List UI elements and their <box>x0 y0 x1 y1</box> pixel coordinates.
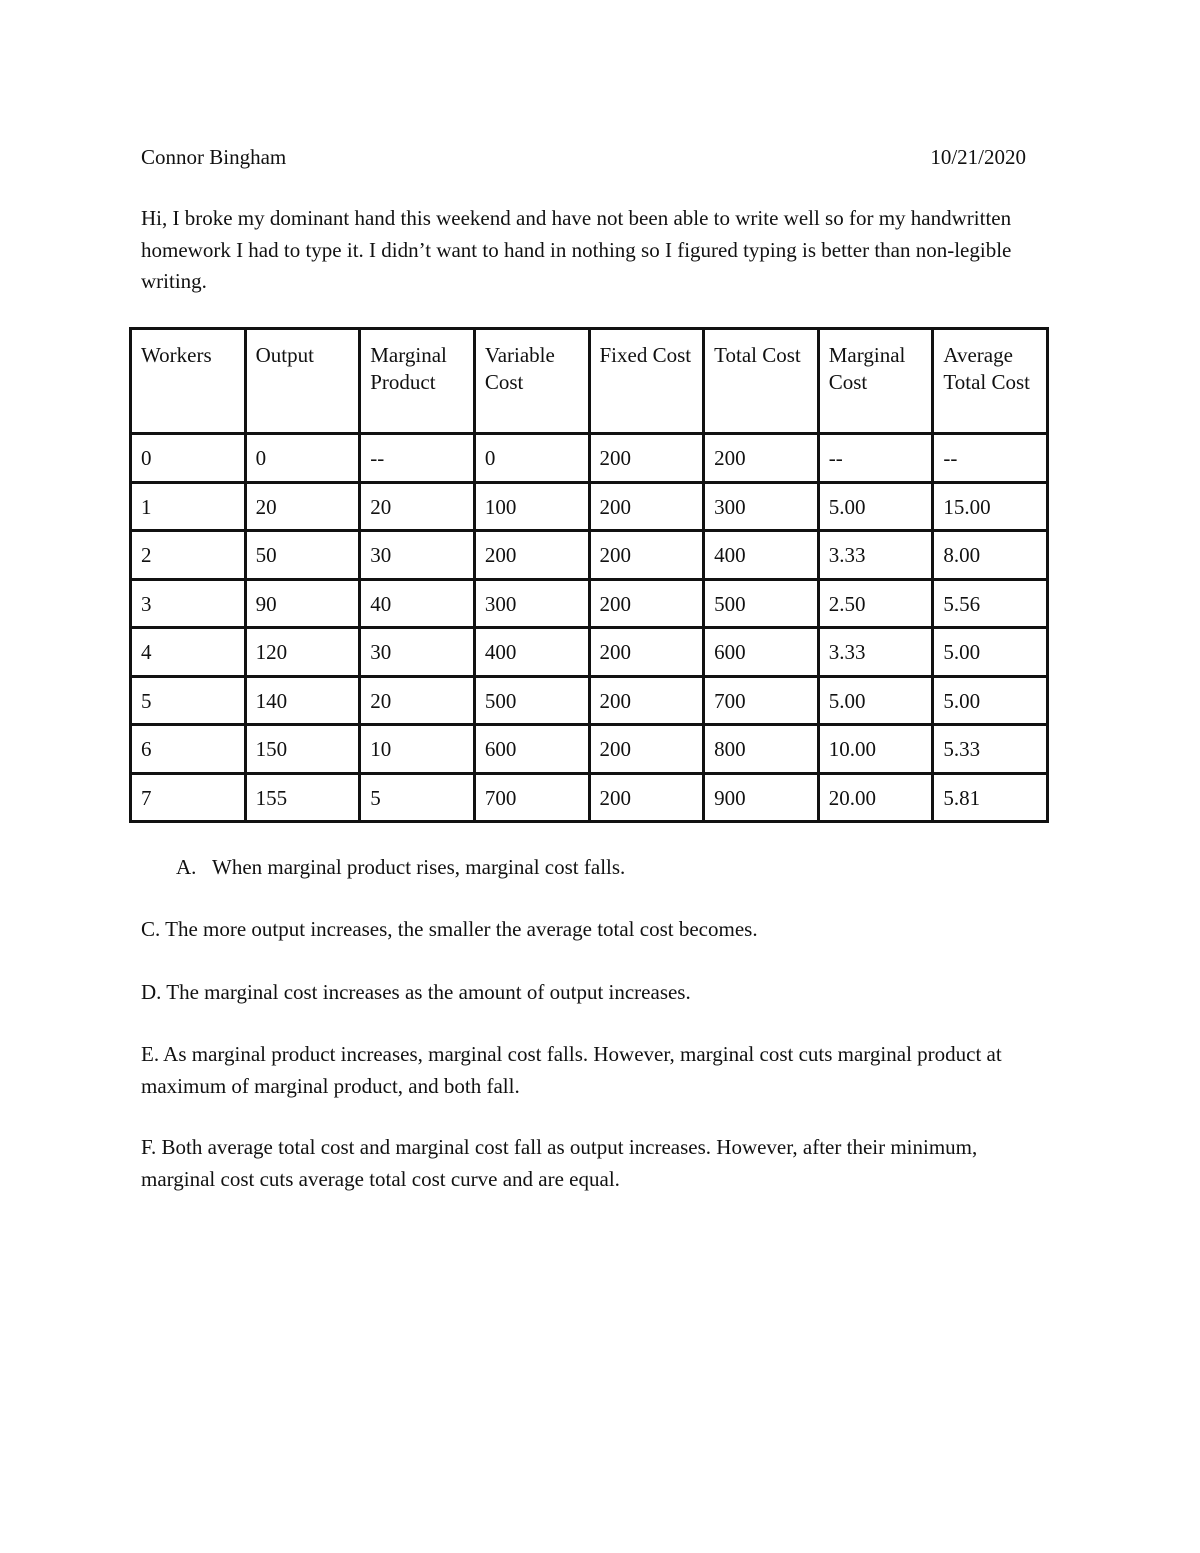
cell-variable-cost: 400 <box>474 628 589 677</box>
cell-total-cost: 700 <box>704 676 819 725</box>
answer-e: E. As marginal product increases, marginal cost falls. However, marginal cost cuts marginal product at maximum of marginal product, and both fall. <box>141 1042 1002 1098</box>
cell-marginal-product: 30 <box>360 531 475 580</box>
cell-marginal-cost: 10.00 <box>818 725 933 774</box>
cell-marginal-product: 20 <box>360 482 475 531</box>
cell-workers: 0 <box>131 434 246 483</box>
table-row <box>131 773 1048 822</box>
cell-total-cost: 400 <box>704 531 819 580</box>
answer-f: F. Both average total cost and marginal cost fall as output increases. However, after their minimum, marginal cost cuts average total cost curve and are equal. <box>141 1135 978 1191</box>
cell-marginal-cost: 3.33 <box>818 531 933 580</box>
answer-d: D. The marginal cost increases as the amount of output increases. <box>141 980 691 1004</box>
cell-marginal-cost: 3.33 <box>818 628 933 677</box>
col-header-marginal-cost: Marginal Cost <box>818 329 933 434</box>
cell-average-total-cost: 8.00 <box>933 531 1048 580</box>
cell-workers: 6 <box>131 725 246 774</box>
cell-total-cost: 900 <box>704 773 819 822</box>
cell-variable-cost: 0 <box>474 434 589 483</box>
cell-fixed-cost: 200 <box>589 628 704 677</box>
cell-fixed-cost: 200 <box>589 773 704 822</box>
cell-marginal-product: 20 <box>360 676 475 725</box>
cell-output: 140 <box>245 676 360 725</box>
cell-workers: 3 <box>131 579 246 628</box>
col-header-output: Output <box>245 329 360 434</box>
cell-average-total-cost: 5.33 <box>933 725 1048 774</box>
document-header <box>141 143 1026 171</box>
cell-output: 90 <box>245 579 360 628</box>
answer-a-text: When marginal product rises, marginal cost falls. <box>212 855 626 879</box>
cell-fixed-cost: 200 <box>589 579 704 628</box>
cell-fixed-cost: 200 <box>589 676 704 725</box>
table-row <box>131 676 1048 725</box>
table-row <box>131 725 1048 774</box>
cell-output: 155 <box>245 773 360 822</box>
cell-marginal-product: 10 <box>360 725 475 774</box>
author-name: Connor Bingham <box>141 145 287 169</box>
cell-marginal-product: -- <box>360 434 475 483</box>
cell-workers: 1 <box>131 482 246 531</box>
answer-a-letter: A. <box>176 855 197 879</box>
answer-a <box>141 852 625 884</box>
cell-average-total-cost: 5.56 <box>933 579 1048 628</box>
cell-marginal-cost: 20.00 <box>818 773 933 822</box>
cell-output: 20 <box>245 482 360 531</box>
cell-output: 120 <box>245 628 360 677</box>
cell-marginal-cost: 2.50 <box>818 579 933 628</box>
cell-workers: 7 <box>131 773 246 822</box>
intro-paragraph: Hi, I broke my dominant hand this weekend and have not been able to write well so for my handwritten homework I had to type it. I didn’t want to hand in nothing so I figured typing is better than non-legible writing. <box>141 206 1012 293</box>
col-header-total-cost: Total Cost <box>704 329 819 434</box>
cell-output: 0 <box>245 434 360 483</box>
document-date: 10/21/2020 <box>930 145 1026 169</box>
cell-total-cost: 500 <box>704 579 819 628</box>
cell-fixed-cost: 200 <box>589 725 704 774</box>
table-body <box>131 434 1048 822</box>
cell-variable-cost: 700 <box>474 773 589 822</box>
cell-marginal-product: 30 <box>360 628 475 677</box>
cell-workers: 2 <box>131 531 246 580</box>
cell-total-cost: 300 <box>704 482 819 531</box>
col-header-marginal-product: Marginal Product <box>360 329 475 434</box>
cell-workers: 4 <box>131 628 246 677</box>
cell-total-cost: 800 <box>704 725 819 774</box>
cell-average-total-cost: 5.81 <box>933 773 1048 822</box>
cell-workers: 5 <box>131 676 246 725</box>
col-header-average-total-cost: Average Total Cost <box>933 329 1048 434</box>
table-row <box>131 628 1048 677</box>
col-header-variable-cost: Variable Cost <box>474 329 589 434</box>
cell-average-total-cost: 5.00 <box>933 676 1048 725</box>
cell-marginal-cost: 5.00 <box>818 482 933 531</box>
cell-marginal-product: 40 <box>360 579 475 628</box>
cell-variable-cost: 200 <box>474 531 589 580</box>
table-header-row <box>131 329 1048 434</box>
cell-marginal-cost: -- <box>818 434 933 483</box>
cell-variable-cost: 100 <box>474 482 589 531</box>
cell-output: 50 <box>245 531 360 580</box>
cell-average-total-cost: -- <box>933 434 1048 483</box>
table-row <box>131 531 1048 580</box>
col-header-fixed-cost: Fixed Cost <box>589 329 704 434</box>
cell-marginal-cost: 5.00 <box>818 676 933 725</box>
cell-fixed-cost: 200 <box>589 482 704 531</box>
cell-variable-cost: 500 <box>474 676 589 725</box>
cell-variable-cost: 300 <box>474 579 589 628</box>
answer-c: C. The more output increases, the smaller the average total cost becomes. <box>141 917 758 941</box>
cell-average-total-cost: 5.00 <box>933 628 1048 677</box>
table-row <box>131 434 1048 483</box>
col-header-workers: Workers <box>131 329 246 434</box>
cost-table <box>129 327 1049 823</box>
cell-average-total-cost: 15.00 <box>933 482 1048 531</box>
cell-variable-cost: 600 <box>474 725 589 774</box>
cell-output: 150 <box>245 725 360 774</box>
cell-total-cost: 200 <box>704 434 819 483</box>
cell-marginal-product: 5 <box>360 773 475 822</box>
cell-total-cost: 600 <box>704 628 819 677</box>
cell-fixed-cost: 200 <box>589 531 704 580</box>
table-row <box>131 482 1048 531</box>
table-row <box>131 579 1048 628</box>
cell-fixed-cost: 200 <box>589 434 704 483</box>
